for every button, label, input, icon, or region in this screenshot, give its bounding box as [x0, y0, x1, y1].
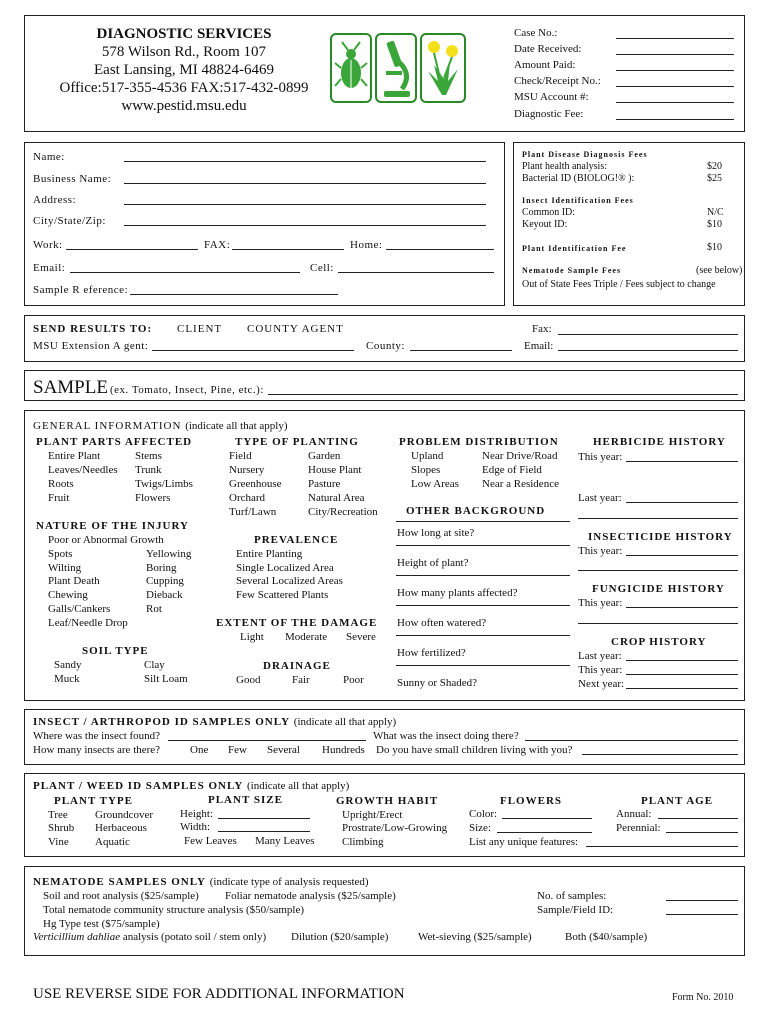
- flower-color-field[interactable]: [502, 818, 592, 819]
- plant-id-fee-title: Plant Identification Fee: [522, 244, 627, 253]
- fungicide-this-year-field[interactable]: [626, 607, 738, 608]
- planting-option[interactable]: Field: [229, 450, 252, 462]
- city-state-zip-label: City/State/Zip:: [33, 215, 106, 227]
- annual-label: Annual:: [616, 808, 652, 820]
- both-option[interactable]: Both ($40/sample): [565, 931, 648, 943]
- plant-width-field[interactable]: [218, 831, 310, 832]
- insect-count-option[interactable]: Hundreds: [322, 744, 365, 756]
- plant-height-field[interactable]: [218, 818, 310, 819]
- plant-age-title: PLANT AGE: [641, 795, 714, 807]
- general-info-heading: GENERAL INFORMATION: [33, 420, 182, 432]
- growth-habit-option[interactable]: Climbing: [342, 836, 384, 848]
- injury-option[interactable]: Boring: [146, 562, 177, 574]
- planting-option[interactable]: Garden: [308, 450, 341, 462]
- common-id-label: Common ID:: [522, 207, 576, 218]
- date-received-field[interactable]: [616, 54, 734, 55]
- cell-label: Cell:: [310, 262, 334, 274]
- children-field[interactable]: [582, 754, 738, 755]
- insect-doing-label: What was the insect doing there?: [373, 730, 519, 742]
- insect-where-label: Where was the insect found?: [33, 730, 161, 742]
- send-fax-label: Fax:: [532, 323, 552, 335]
- general-info-note: (indicate all that apply): [185, 420, 288, 432]
- herbicide-extra-line[interactable]: [578, 518, 738, 519]
- plant-part-option[interactable]: Fruit: [48, 492, 70, 504]
- name-label: Name:: [33, 151, 65, 163]
- problem-option[interactable]: Slopes: [411, 464, 441, 476]
- injury-option[interactable]: Dieback: [146, 589, 183, 601]
- herbicide-this-year-field[interactable]: [626, 461, 738, 462]
- email-label: Email:: [33, 262, 66, 274]
- insect-fees-title: Insect Identification Fees: [522, 196, 634, 205]
- insecticide-extra-line[interactable]: [578, 570, 738, 571]
- email-field[interactable]: [70, 272, 300, 273]
- plant-type-title: PLANT TYPE: [54, 795, 133, 807]
- insect-count-option[interactable]: One: [190, 744, 209, 756]
- dilution-option[interactable]: Dilution ($20/sample): [291, 931, 389, 943]
- problem-distribution-title: PROBLEM DISTRIBUTION: [399, 436, 559, 448]
- fungicide-extra-line[interactable]: [578, 623, 738, 624]
- plant-part-option[interactable]: Stems: [135, 450, 162, 462]
- prevalence-option[interactable]: Several Localized Areas: [236, 575, 343, 587]
- prevalence-option[interactable]: Few Scattered Plants: [236, 589, 329, 601]
- plant-part-option[interactable]: Roots: [48, 478, 74, 490]
- unique-features-field[interactable]: [586, 846, 738, 847]
- keyout-id-fee: $10: [707, 219, 722, 230]
- nematode-section-title: [33, 877, 369, 888]
- sample-hint: (ex. Tomato, Insect, Pine, etc.):: [110, 384, 264, 396]
- few-leaves-option[interactable]: Few Leaves: [184, 835, 237, 847]
- children-question: Do you have small children living with you?: [376, 744, 573, 756]
- growth-habit-title: GROWTH HABIT: [336, 795, 439, 807]
- num-samples-label: No. of samples:: [537, 890, 607, 902]
- fungicide-history-title: FUNGICIDE HISTORY: [592, 583, 725, 595]
- herbicide-last-year-label: Last year:: [578, 492, 622, 504]
- injury-option[interactable]: Rot: [146, 603, 162, 615]
- plant-type-option[interactable]: Shrub: [48, 822, 75, 834]
- plant-part-option[interactable]: Twigs/Limbs: [135, 478, 193, 490]
- plant-id-fee: $10: [707, 242, 722, 253]
- problem-option[interactable]: Near Drive/Road: [482, 450, 558, 462]
- crop-next-year-field[interactable]: [626, 688, 738, 689]
- nematode-fees-title: Nematode Sample Fees: [522, 266, 622, 275]
- insect-count-option[interactable]: Few: [228, 744, 247, 756]
- unique-features-label: List any unique features:: [469, 836, 579, 848]
- num-samples-field[interactable]: [666, 900, 738, 901]
- send-results-label: SEND RESULTS TO:: [33, 323, 153, 335]
- sample-reference-label: Sample R eference:: [33, 284, 129, 296]
- insect-count-label: How many insects are there?: [33, 744, 161, 756]
- drainage-option[interactable]: Poor: [343, 674, 364, 686]
- reverse-side-note: USE REVERSE SIDE FOR ADDITIONAL INFORMATION: [33, 986, 405, 1002]
- other-background-divider: [396, 521, 570, 522]
- crop-history-title: CROP HISTORY: [611, 636, 707, 648]
- injury-option[interactable]: Poor or Abnormal Growth: [48, 534, 164, 546]
- insecticide-this-year-field[interactable]: [626, 555, 738, 556]
- soil-option[interactable]: Sandy: [54, 659, 82, 671]
- planting-option[interactable]: Turf/Lawn: [229, 506, 277, 518]
- perennial-field[interactable]: [666, 832, 738, 833]
- diagnostic-fee-label: Diagnostic Fee:: [514, 108, 584, 120]
- plant-parts-title: PLANT PARTS AFFECTED: [36, 436, 193, 448]
- insect-section-heading: INSECT / ARTHROPOD ID SAMPLES ONLY: [33, 716, 291, 728]
- sun-shade-question: Sunny or Shaded?: [397, 677, 478, 689]
- crop-next-year-label: Next year:: [578, 678, 625, 690]
- home-phone-label: Home:: [350, 239, 383, 251]
- msu-agent-field[interactable]: [152, 350, 354, 351]
- injury-option[interactable]: Wilting: [48, 562, 82, 574]
- case-no-label: Case No.:: [514, 27, 558, 39]
- nematode-section-heading: NEMATODE SAMPLES ONLY: [33, 876, 206, 888]
- damage-extent-option[interactable]: Moderate: [285, 631, 328, 643]
- damage-extent-option[interactable]: Severe: [346, 631, 376, 643]
- crop-this-year-field[interactable]: [626, 674, 738, 675]
- soil-option[interactable]: Clay: [144, 659, 165, 671]
- herbicide-history-title: HERBICIDE HISTORY: [593, 436, 726, 448]
- soil-type-title: SOIL TYPE: [82, 645, 149, 657]
- send-fax-field[interactable]: [558, 334, 738, 335]
- common-id-fee: N/C: [707, 207, 724, 218]
- insect-where-field[interactable]: [168, 740, 366, 741]
- watering-question: How often watered?: [397, 617, 487, 629]
- plant-part-option[interactable]: Flowers: [135, 492, 171, 504]
- soil-root-option[interactable]: Soil and root analysis ($25/sample): [43, 890, 199, 902]
- work-phone-field[interactable]: [66, 249, 198, 250]
- other-background-title: OTHER BACKGROUND: [406, 505, 546, 517]
- form-number: Form No. 2010: [672, 992, 734, 1003]
- address-field[interactable]: [124, 204, 486, 205]
- county-field[interactable]: [410, 350, 512, 351]
- planting-option[interactable]: Greenhouse: [229, 478, 282, 490]
- plant-type-option[interactable]: Tree: [48, 809, 68, 821]
- growth-habit-option[interactable]: Upright/Erect: [342, 809, 403, 821]
- plant-type-option[interactable]: Aquatic: [95, 836, 130, 848]
- plant-health-label: Plant health analysis:: [522, 161, 607, 172]
- herbicide-this-year-label: This year:: [578, 451, 623, 463]
- plant-part-option[interactable]: Trunk: [135, 464, 162, 476]
- crop-last-year-label: Last year:: [578, 650, 622, 662]
- planting-option[interactable]: Nursery: [229, 464, 265, 476]
- business-name-field[interactable]: [124, 183, 486, 184]
- name-field[interactable]: [124, 161, 486, 162]
- wet-sieving-option[interactable]: Wet-sieving ($25/sample): [418, 931, 532, 943]
- prevalence-title: PREVALENCE: [254, 534, 339, 546]
- plant-part-option[interactable]: Leaves/Needles: [48, 464, 118, 476]
- planting-option[interactable]: City/Recreation: [308, 506, 378, 518]
- hg-type-option[interactable]: Hg Type test ($75/sample): [43, 918, 160, 930]
- flower-color-label: Color:: [469, 808, 498, 820]
- org-address1: 578 Wilson Rd., Room 107: [101, 44, 267, 60]
- out-of-state-note: Out of State Fees Triple / Fees subject to change: [522, 279, 716, 290]
- site-duration-divider: [396, 545, 570, 546]
- business-name-label: Business Name:: [33, 173, 112, 185]
- home-phone-field[interactable]: [386, 249, 494, 250]
- bacterial-id-label: Bacterial ID (BIOLOG!® ):: [522, 173, 635, 184]
- msu-account-label: MSU Account #:: [514, 91, 589, 103]
- nematode-fees-note: (see below): [696, 265, 743, 276]
- msu-account-field[interactable]: [616, 102, 734, 103]
- damage-extent-option[interactable]: Light: [240, 631, 264, 643]
- org-name: DIAGNOSTIC SERVICES: [96, 26, 272, 42]
- work-phone-label: Work:: [33, 239, 63, 251]
- county-agent-option[interactable]: COUNTY AGENT: [247, 323, 344, 335]
- injury-option[interactable]: Chewing: [48, 589, 88, 601]
- plants-affected-question: How many plants affected?: [397, 587, 518, 599]
- crop-this-year-label: This year:: [578, 664, 623, 676]
- nematode-section-note: (indicate type of analysis requested): [209, 876, 369, 888]
- county-label: County:: [366, 340, 405, 352]
- fertilized-question: How fertilized?: [397, 647, 466, 659]
- date-received-label: Date Received:: [514, 43, 582, 55]
- org-phone: Office:517-355-4536 FAX:517-432-0899: [59, 80, 309, 96]
- plant-part-option[interactable]: Entire Plant: [48, 450, 101, 462]
- drainage-option[interactable]: Good: [236, 674, 261, 686]
- plant-type-option[interactable]: Herbaceous: [95, 822, 147, 834]
- planting-option[interactable]: Pasture: [308, 478, 341, 490]
- weed-section-heading: PLANT / WEED ID SAMPLES ONLY: [33, 780, 244, 792]
- many-leaves-option[interactable]: Many Leaves: [255, 835, 315, 847]
- plant-height-label: Height:: [180, 808, 213, 820]
- planting-option[interactable]: Orchard: [229, 492, 266, 504]
- address-label: Address:: [33, 194, 77, 206]
- flower-size-label: Size:: [469, 822, 491, 834]
- injury-option[interactable]: Galls/Cankers: [48, 603, 111, 615]
- crop-last-year-field[interactable]: [626, 660, 738, 661]
- sample-field-id-label: Sample/Field ID:: [537, 904, 614, 916]
- org-address2: East Lansing, MI 48824-6469: [94, 62, 274, 78]
- problem-option[interactable]: Upland: [411, 450, 444, 462]
- org-website: www.pestid.msu.edu: [121, 98, 247, 114]
- total-community-option[interactable]: Total nematode community structure analysis ($50/sample): [43, 904, 305, 916]
- send-email-label: Email:: [524, 340, 554, 352]
- plant-disease-fees-title: Plant Disease Diagnosis Fees: [522, 150, 648, 159]
- insect-count-option[interactable]: Several: [267, 744, 300, 756]
- cell-field[interactable]: [338, 272, 494, 273]
- insecticide-this-year-label: This year:: [578, 545, 623, 557]
- problem-option[interactable]: Low Areas: [411, 478, 459, 490]
- problem-option[interactable]: Edge of Field: [482, 464, 542, 476]
- flower-size-field[interactable]: [497, 832, 592, 833]
- plants-affected-divider: [396, 605, 570, 606]
- injury-option[interactable]: Cupping: [146, 575, 184, 587]
- plant-type-option[interactable]: Vine: [48, 836, 69, 848]
- injury-nature-title: NATURE OF THE INJURY: [36, 520, 189, 532]
- bacterial-id-fee: $25: [707, 173, 722, 184]
- diagnostic-logo: [330, 33, 466, 103]
- insect-section-title: [33, 717, 396, 728]
- soil-option[interactable]: Silt Loam: [144, 673, 188, 685]
- watering-divider: [396, 635, 570, 636]
- plant-type-option[interactable]: Groundcover: [95, 809, 154, 821]
- verticillium-species: Verticillium dahliae: [33, 931, 121, 943]
- weed-section-note: (indicate all that apply): [247, 780, 350, 792]
- insect-doing-field[interactable]: [525, 740, 738, 741]
- msu-agent-label: MSU Extension A gent:: [33, 340, 149, 352]
- planting-option[interactable]: House Plant: [308, 464, 362, 476]
- sample-field[interactable]: [268, 394, 738, 395]
- diagnostic-fee-field[interactable]: [616, 119, 734, 120]
- plant-health-fee: $20: [707, 161, 722, 172]
- perennial-label: Perennial:: [616, 822, 661, 834]
- plant-size-title: PLANT SIZE: [208, 794, 283, 806]
- planting-option[interactable]: Natural Area: [308, 492, 365, 504]
- send-email-field[interactable]: [558, 350, 738, 351]
- foliar-option[interactable]: Foliar nematode analysis ($25/sample): [225, 890, 396, 902]
- keyout-id-label: Keyout ID:: [522, 219, 568, 230]
- fungicide-this-year-label: This year:: [578, 597, 623, 609]
- insect-section-note: (indicate all that apply): [293, 716, 397, 728]
- check-receipt-label: Check/Receipt No.:: [514, 75, 601, 87]
- sample-label: SAMPLE: [33, 377, 108, 398]
- prevalence-option[interactable]: Entire Planting: [236, 548, 303, 560]
- verticillium-analysis: analysis (potato soil / stem only): [122, 931, 267, 943]
- planting-type-title: TYPE OF PLANTING: [235, 436, 359, 448]
- site-duration-question: How long at site?: [397, 527, 475, 539]
- damage-extent-title: EXTENT OF THE DAMAGE: [216, 617, 378, 629]
- check-receipt-field[interactable]: [616, 86, 734, 87]
- fax-label: FAX:: [204, 239, 231, 251]
- weed-section-title: [33, 781, 349, 792]
- fax-field[interactable]: [232, 249, 344, 250]
- insecticide-history-title: INSECTICIDE HISTORY: [588, 531, 733, 543]
- injury-option[interactable]: Yellowing: [146, 548, 192, 560]
- fertilized-divider: [396, 665, 570, 666]
- injury-option[interactable]: Spots: [48, 548, 73, 560]
- amount-paid-field[interactable]: [616, 70, 734, 71]
- plant-height-divider: [396, 575, 570, 576]
- flowers-title: FLOWERS: [500, 795, 563, 807]
- herbicide-last-year-field[interactable]: [626, 502, 738, 503]
- injury-option[interactable]: Plant Death: [48, 575, 100, 587]
- soil-option[interactable]: Muck: [54, 673, 80, 685]
- city-state-zip-field[interactable]: [124, 225, 486, 226]
- drainage-title: DRAINAGE: [263, 660, 331, 672]
- plant-width-label: Width:: [180, 821, 211, 833]
- sample-field-id-field[interactable]: [666, 914, 738, 915]
- problem-option[interactable]: Near a Residence: [482, 478, 559, 490]
- drainage-option[interactable]: Fair: [292, 674, 310, 686]
- general-info-title: [33, 421, 288, 432]
- client-option[interactable]: CLIENT: [177, 323, 223, 335]
- verticillium-option[interactable]: [33, 932, 266, 943]
- case-no-field[interactable]: [616, 38, 734, 39]
- injury-option[interactable]: Leaf/Needle Drop: [48, 617, 128, 629]
- annual-field[interactable]: [658, 818, 738, 819]
- plant-height-question: Height of plant?: [397, 557, 469, 569]
- growth-habit-option[interactable]: Prostrate/Low-Growing: [342, 822, 448, 834]
- amount-paid-label: Amount Paid:: [514, 59, 576, 71]
- prevalence-option[interactable]: Single Localized Area: [236, 562, 334, 574]
- sample-reference-field[interactable]: [130, 294, 338, 295]
